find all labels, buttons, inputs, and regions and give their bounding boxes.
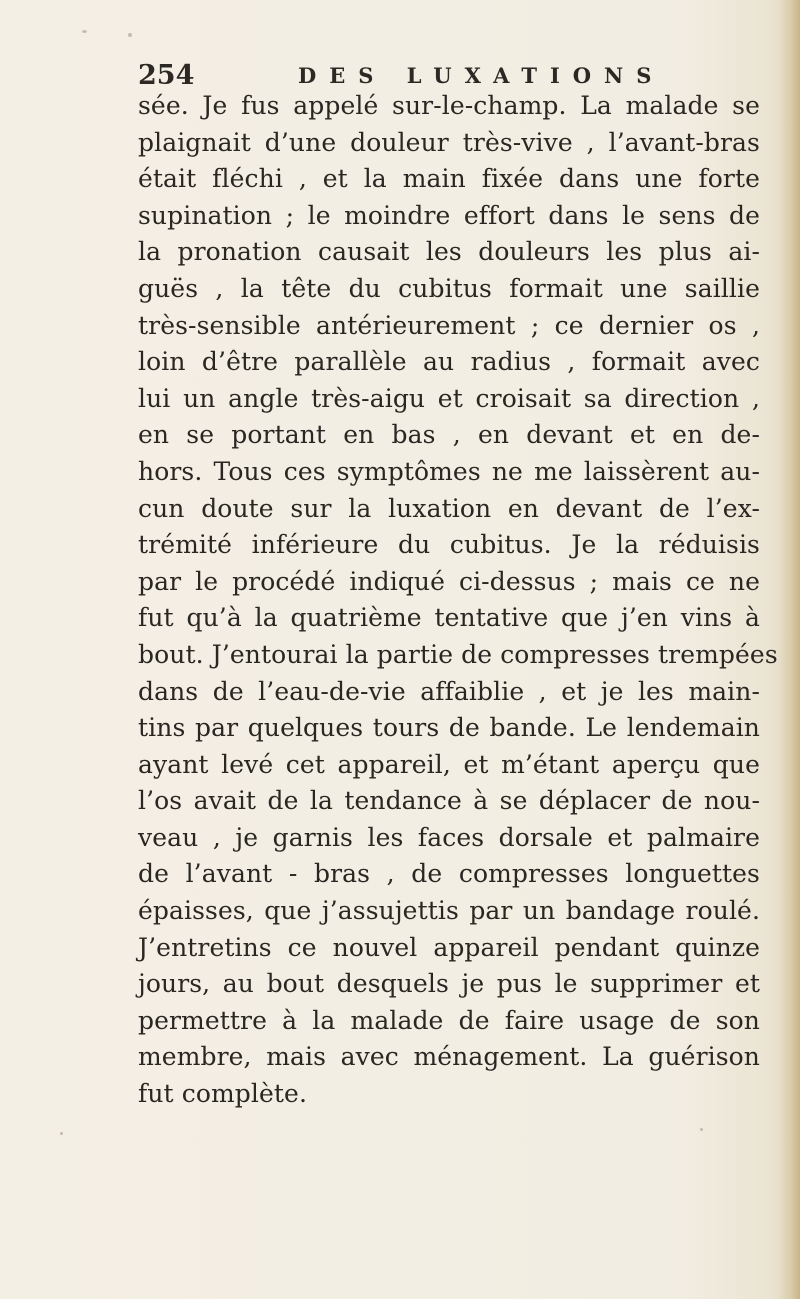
text-line-24: J’entretins ce nouvel appareil pendant quinze [138,932,760,962]
text-line-11: hors. Tous ces symptômes ne me laissèrent au- [138,456,760,486]
text-line-25: jours, au bout desquels je pus le supprimer et [138,969,760,999]
text-line-28: fut complète. [138,1079,307,1109]
text-line-9: lui un angle très-aigu et croisait sa direction , [138,383,760,413]
text-line-12: cun doute sur la luxation en devant de l’ex- [138,493,760,523]
text-line-6: guës , la tête du cubitus formait une saillie [138,273,760,303]
text-line-20: l’os avait de la tendance à se déplacer de nou- [138,786,760,816]
page-edge-shadow [778,0,800,1299]
text-line-13: trémité inférieure du cubitus. Je la réduisis [138,530,760,560]
text-line-5: la pronation causait les douleurs les plus ai- [138,237,760,267]
text-line-14: par le procédé indiqué ci-dessus ; mais ce ne [138,566,760,596]
body-text [138,88,778,1113]
paper-speck [82,30,87,33]
text-line-15: fut qu’à la quatrième tentative que j’en vins à [138,603,760,633]
text-line-4: supination ; le moindre effort dans le sens de [138,200,760,230]
text-line-1: sée. Je fus appelé sur-le-champ. La malade se [138,91,760,120]
text-line-3: était fléchi , et la main fixée dans une forte [138,164,760,194]
text-line-8: loin d’être parallèle au radius , formait avec [138,347,760,377]
page-number: 254 [138,60,195,91]
text-line-27: membre, mais avec ménagement. La guérison [138,1042,760,1072]
text-line-16: bout. J’entourai la partie de compresses trempées [138,639,778,669]
text-line-2: plaignait d’une douleur très-vive , l’avant-bras [138,127,760,157]
text-line-26: permettre à la malade de faire usage de son [138,1005,760,1035]
text-line-19: ayant levé cet appareil, et m’étant aperçu que [138,749,760,779]
text-line-10: en se portant en bas , en devant et en de- [138,420,760,450]
text-line-18: tins par quelques tours de bande. Le lendemain [138,713,760,743]
text-line-22: de l’avant - bras , de compresses longuettes [138,859,760,889]
text-line-23: épaisses, que j’assujettis par un bandage roulé. [138,896,760,926]
paper-speck [60,1132,63,1135]
paper-speck [128,33,132,37]
paper-speck [700,1128,703,1131]
running-head-title: DES LUXATIONS [298,63,665,88]
text-line-17: dans de l’eau-de-vie affaiblie , et je les main- [138,676,760,706]
text-line-7: très-sensible antérieurement ; ce dernier os , [138,310,760,340]
text-line-21: veau , je garnis les faces dorsale et palmaire [138,822,760,852]
